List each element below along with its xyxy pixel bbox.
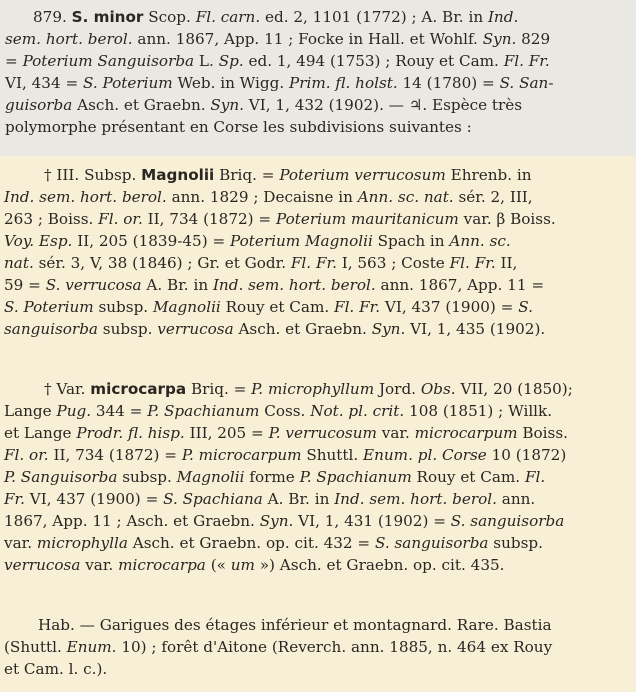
text-line: sem. hort. berol. ann. 1867, App. 11 ; Focke in Hall. et Wohlf. Syn. 829: [5, 30, 551, 48]
text-line: S. Poterium subsp. Magnolii Rouy et Cam. Fl. Fr. VI, 437 (1900) = S.: [4, 298, 533, 316]
text-line: † Var. microcarpa Briq. = P. microphyllum Jord. Obs. VII, 20 (1850);: [44, 380, 573, 398]
text-line: VI, 434 = S. Poterium Web. in Wigg. Prim. fl. holst. 14 (1780) = S. San-: [5, 74, 554, 92]
text-line: sanguisorba subsp. verrucosa Asch. et Graebn. Syn. VI, 1, 435 (1902).: [4, 320, 546, 338]
subspecies-magnolii-entry: [0, 164, 636, 340]
text-line: nat. sér. 3, V, 38 (1846) ; Gr. et Godr. Fl. Fr. I, 563 ; Coste Fl. Fr. II,: [4, 254, 518, 272]
text-line: Ind. sem. hort. berol. ann. 1829 ; Decaisne in Ann. sc. nat. sér. 2, III,: [4, 188, 533, 206]
text-line: P. Sanguisorba subsp. Magnolii forme P. Spachianum Rouy et Cam. Fl.: [4, 468, 546, 486]
text-line: Voy. Esp. II, 205 (1839-45) = Poterium Magnolii Spach in Ann. sc.: [4, 232, 511, 250]
text-line: Fl. or. II, 734 (1872) = P. microcarpum Shuttl. Enum. pl. Corse 10 (1872): [4, 446, 567, 464]
text-line: polymorphe présentant en Corse les subdivisions suivantes :: [5, 118, 472, 136]
text-line: Hab. — Garigues des étages inférieur et montagnard. Rare. Bastia: [38, 616, 552, 634]
text-line: = Poterium Sanguisorba L. Sp. ed. 1, 494 (1753) ; Rouy et Cam. Fl. Fr.: [5, 52, 550, 70]
text-line: et Lange Prodr. fl. hisp. III, 205 = P. verrucosum var. microcarpum Boiss.: [4, 424, 568, 442]
text-line: Lange Pug. 344 = P. Spachianum Coss. Not. pl. crit. 108 (1851) ; Willk.: [4, 402, 553, 420]
text-line: Fr. VI, 437 (1900) = S. Spachiana A. Br. in Ind. sem. hort. berol. ann.: [4, 490, 536, 508]
text-line: † III. Subsp. Magnolii Briq. = Poterium verrucosum Ehrenb. in: [44, 166, 532, 184]
species-entry-s-minor: [0, 6, 636, 138]
text-line: verrucosa var. microcarpa (« um ») Asch. et Graebn. op. cit. 435.: [4, 556, 505, 574]
text-line: var. microphylla Asch. et Graebn. op. cit. 432 = S. sanguisorba subsp.: [4, 534, 543, 552]
habitat-entry: [0, 614, 636, 680]
text-line: (Shuttl. Enum. 10) ; forêt d'Aitone (Reverch. ann. 1885, n. 464 ex Rouy: [4, 638, 553, 656]
text-line: 263 ; Boiss. Fl. or. II, 734 (1872) = Poterium mauritanicum var. β Boiss.: [4, 210, 556, 228]
variety-microcarpa-entry: [0, 378, 636, 576]
text-line: 59 = S. verrucosa A. Br. in Ind. sem. hort. berol. ann. 1867, App. 11 =: [4, 276, 545, 294]
text-line: 1867, App. 11 ; Asch. et Graebn. Syn. VI, 1, 431 (1902) = S. sanguisorba: [4, 512, 565, 530]
text-line: 879. S. minor Scop. Fl. carn. ed. 2, 1101 (1772) ; A. Br. in Ind.: [33, 8, 519, 26]
text-line: et Cam. l. c.).: [4, 660, 108, 678]
text-line: guisorba Asch. et Graebn. Syn. VI, 1, 432 (1902). — ♃. Espèce très: [5, 96, 523, 114]
